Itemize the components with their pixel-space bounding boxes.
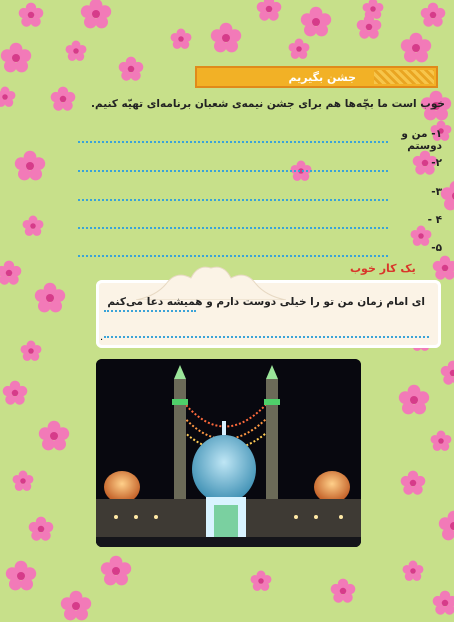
flower-icon	[0, 260, 22, 286]
flower-icon	[118, 56, 144, 82]
list-item-5-answer-line[interactable]	[78, 241, 388, 257]
flower-icon	[12, 470, 34, 492]
flower-icon	[440, 180, 454, 212]
flower-icon	[14, 150, 46, 182]
flower-icon	[288, 38, 310, 60]
flower-icon	[22, 215, 44, 237]
section-title-banner	[195, 66, 438, 88]
flower-icon	[210, 22, 242, 54]
good-deed-title: یک کار خوب	[350, 262, 416, 275]
flower-icon	[440, 360, 454, 386]
good-deed-answer-line-2[interactable]	[104, 336, 429, 338]
flower-icon	[256, 0, 282, 22]
flower-icon	[438, 510, 454, 542]
section-title: جشن بگیریم	[288, 70, 356, 84]
flower-icon	[38, 420, 70, 452]
list-item-2-answer-line[interactable]	[78, 156, 388, 172]
flower-icon	[300, 6, 332, 38]
flower-icon	[430, 430, 452, 452]
mosque-illustration	[96, 359, 361, 547]
list-item-1-label: ۱- من و دوستم	[401, 128, 442, 152]
mosque-photo	[96, 359, 361, 547]
flower-icon	[80, 0, 112, 30]
flower-icon	[5, 560, 37, 592]
flower-icon	[170, 28, 192, 50]
flower-icon	[65, 40, 87, 62]
end-dot: .	[100, 332, 104, 343]
flower-icon	[18, 2, 44, 28]
flower-icon	[34, 282, 66, 314]
flower-icon	[100, 555, 132, 587]
flower-icon	[250, 570, 272, 592]
flower-icon	[400, 32, 432, 64]
flower-icon	[0, 42, 32, 74]
flower-icon	[330, 578, 356, 604]
good-deed-answer-line-1[interactable]	[104, 310, 196, 312]
list-item-2-label: ۲-	[431, 157, 442, 169]
list-item-4-answer-line[interactable]	[78, 213, 388, 229]
flower-icon	[28, 516, 54, 542]
ornament-icon	[136, 260, 286, 300]
list-item-4-label: ۴ -	[427, 214, 442, 226]
list-item-3-answer-line[interactable]	[78, 185, 388, 201]
flower-icon	[60, 590, 92, 622]
flower-icon	[398, 384, 430, 416]
flower-icon	[2, 380, 28, 406]
flower-icon	[20, 340, 42, 362]
intro-text: خوب است ما بچّه‌ها هم برای جشن نیمه‌ی شعبان برنامه‌ای تهیّه کنیم.	[91, 98, 445, 110]
list-item-3-label: ۳-	[431, 186, 442, 198]
list-item-1-answer-line[interactable]	[78, 127, 388, 143]
flower-icon	[0, 86, 16, 108]
flower-icon	[400, 470, 426, 496]
flower-icon	[432, 590, 454, 616]
flower-icon	[432, 255, 454, 281]
flower-icon	[402, 560, 424, 582]
good-deed-sentence: ای امام زمان من تو را خیلی دوست دارم و همیشه دعا می‌کنم	[107, 296, 425, 308]
list-item-5-label: ۵-	[431, 242, 442, 254]
good-deed-box	[96, 280, 441, 348]
flower-icon	[356, 14, 382, 40]
flower-icon	[420, 2, 446, 28]
